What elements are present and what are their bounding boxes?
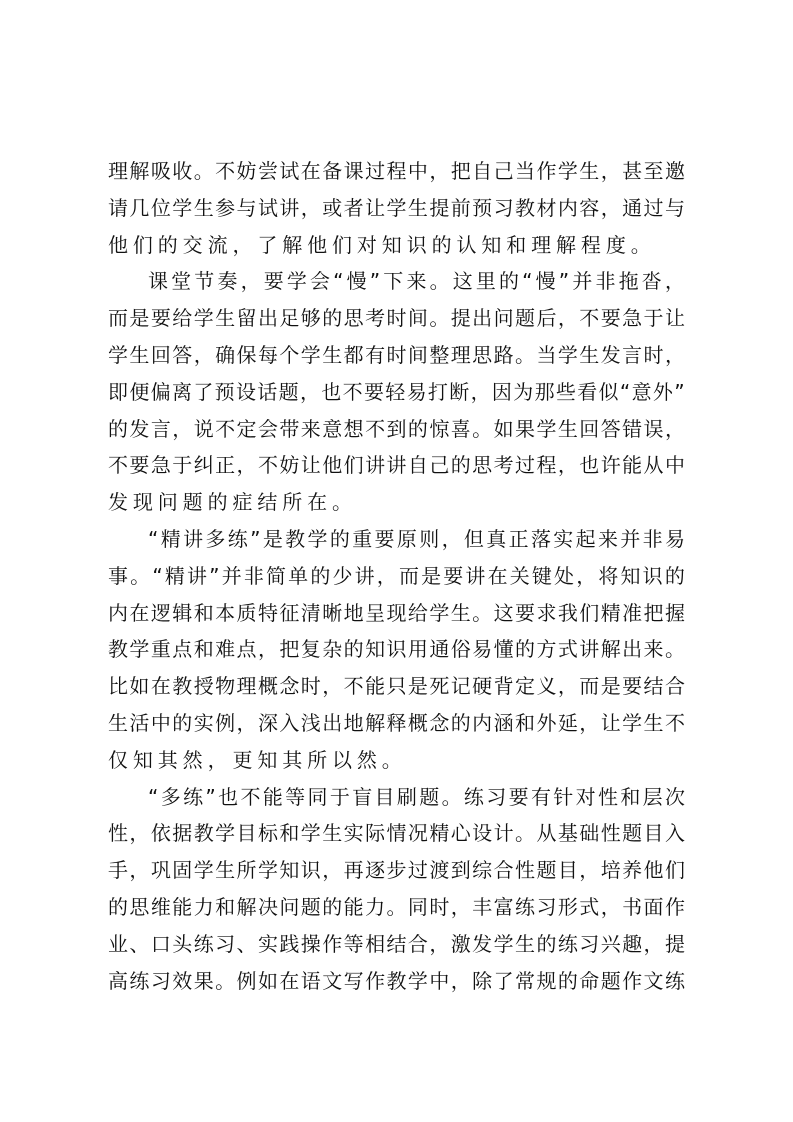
- text-line: 理 解 吸 收 。 不 妨 尝 试 在 备 课 过 程 中 ， 把 自 己 当 作 学 生 ， 甚 至 邀: [108, 159, 685, 183]
- text-line: 事 。 “ 精 讲 ” 并 非 简 单 的 少 讲 ， 而 是 要 讲 在 关 键 处 ， 将 知 识 的: [108, 563, 685, 588]
- text-line: “ 精 讲 多 练 ” 是 教 学 的 重 要 原 则 ， 但 真 正 落 实 起 来 并 非 易: [148, 526, 685, 551]
- text-line: 即 便 偏 离 了 预 设 话 题 ， 也 不 要 轻 易 打 断 ， 因 为 那 些 看 似 “ 意 外 ”: [108, 379, 685, 404]
- paragraph: [108, 779, 685, 1000]
- text-line: 不 要 急 于 纠 正 ， 不 妨 让 他 们 讲 讲 自 己 的 思 考 过 程 ， 也 许 能 从 中: [108, 453, 685, 478]
- text-line: 发 现 问 题 的 症 结 所 在 。: [108, 490, 353, 515]
- text-line: 教 学 重 点 和 难 点 ， 把 复 杂 的 知 识 用 通 俗 易 懂 的 方 式 讲 解 出 来 。: [108, 637, 685, 662]
- text-line: 他 们 的 交 流 ， 了 解 他 们 对 知 识 的 认 知 和 理 解 程 度 。: [108, 232, 651, 257]
- text-line: 生 活 中 的 实 例 ， 深 入 浅 出 地 解 释 概 念 的 内 涵 和 外 延 ， 让 学 生 不: [108, 710, 685, 735]
- text-line: 的 思 维 能 力 和 解 决 问 题 的 能 力 。 同 时 ， 丰 富 练 习 形 式 ， 书 面 作: [108, 894, 685, 919]
- paragraph: [108, 153, 685, 263]
- document-body: [108, 153, 685, 999]
- text-line: 学 生 回 答 ， 确 保 每 个 学 生 都 有 时 间 整 理 思 路 。 当 学 生 发 言 时 ，: [108, 342, 685, 367]
- text-line: 的 发 言 ， 说 不 定 会 带 来 意 想 不 到 的 惊 喜 。 如 果 学 生 回 答 错 误 ，: [108, 416, 685, 441]
- paragraph: [108, 521, 685, 779]
- text-line: 而 是 要 给 学 生 留 出 足 够 的 思 考 时 间 。 提 出 问 题 后 ， 不 要 急 于 让: [108, 306, 685, 331]
- text-line: 内 在 逻 辑 和 本 质 特 征 清 晰 地 呈 现 给 学 生 。 这 要 求 我 们 精 准 把 握: [108, 600, 685, 625]
- text-line: “ 多 练 ” 也 不 能 等 同 于 盲 目 刷 题 。 练 习 要 有 针 对 性 和 层 次: [148, 784, 685, 809]
- text-line: 课 堂 节 奏 ， 要 学 会 “ 慢 ” 下 来 。 这 里 的 “ 慢 ” 并 非 拖 沓 ，: [148, 269, 685, 294]
- text-line: 业 、 口 头 练 习 、 实 践 操 作 等 相 结 合 ， 激 发 学 生 的 练 习 兴 趣 ， 提: [108, 931, 685, 956]
- paragraph: [108, 263, 685, 521]
- text-line: 手 ， 巩 固 学 生 所 学 知 识 ， 再 逐 步 过 渡 到 综 合 性 题 目 ， 培 养 他 们: [108, 858, 685, 883]
- text-line: 性 ， 依 据 教 学 目 标 和 学 生 实 际 情 况 精 心 设 计 。 从 基 础 性 题 目 入: [108, 821, 685, 846]
- text-line: 仅 知 其 然 ， 更 知 其 所 以 然 。: [108, 747, 402, 772]
- text-line: 比 如 在 教 授 物 理 概 念 时 ， 不 能 只 是 死 记 硬 背 定 义 ， 而 是 要 结 合: [108, 674, 685, 699]
- text-line: 请 几 位 学 生 参 与 试 讲 ， 或 者 让 学 生 提 前 预 习 教 材 内 容 ， 通 过 与: [108, 195, 685, 220]
- text-line: 高 练 习 效 果 。 例 如 在 语 文 写 作 教 学 中 ， 除 了 常 规 的 命 题 作 文 练: [108, 968, 685, 993]
